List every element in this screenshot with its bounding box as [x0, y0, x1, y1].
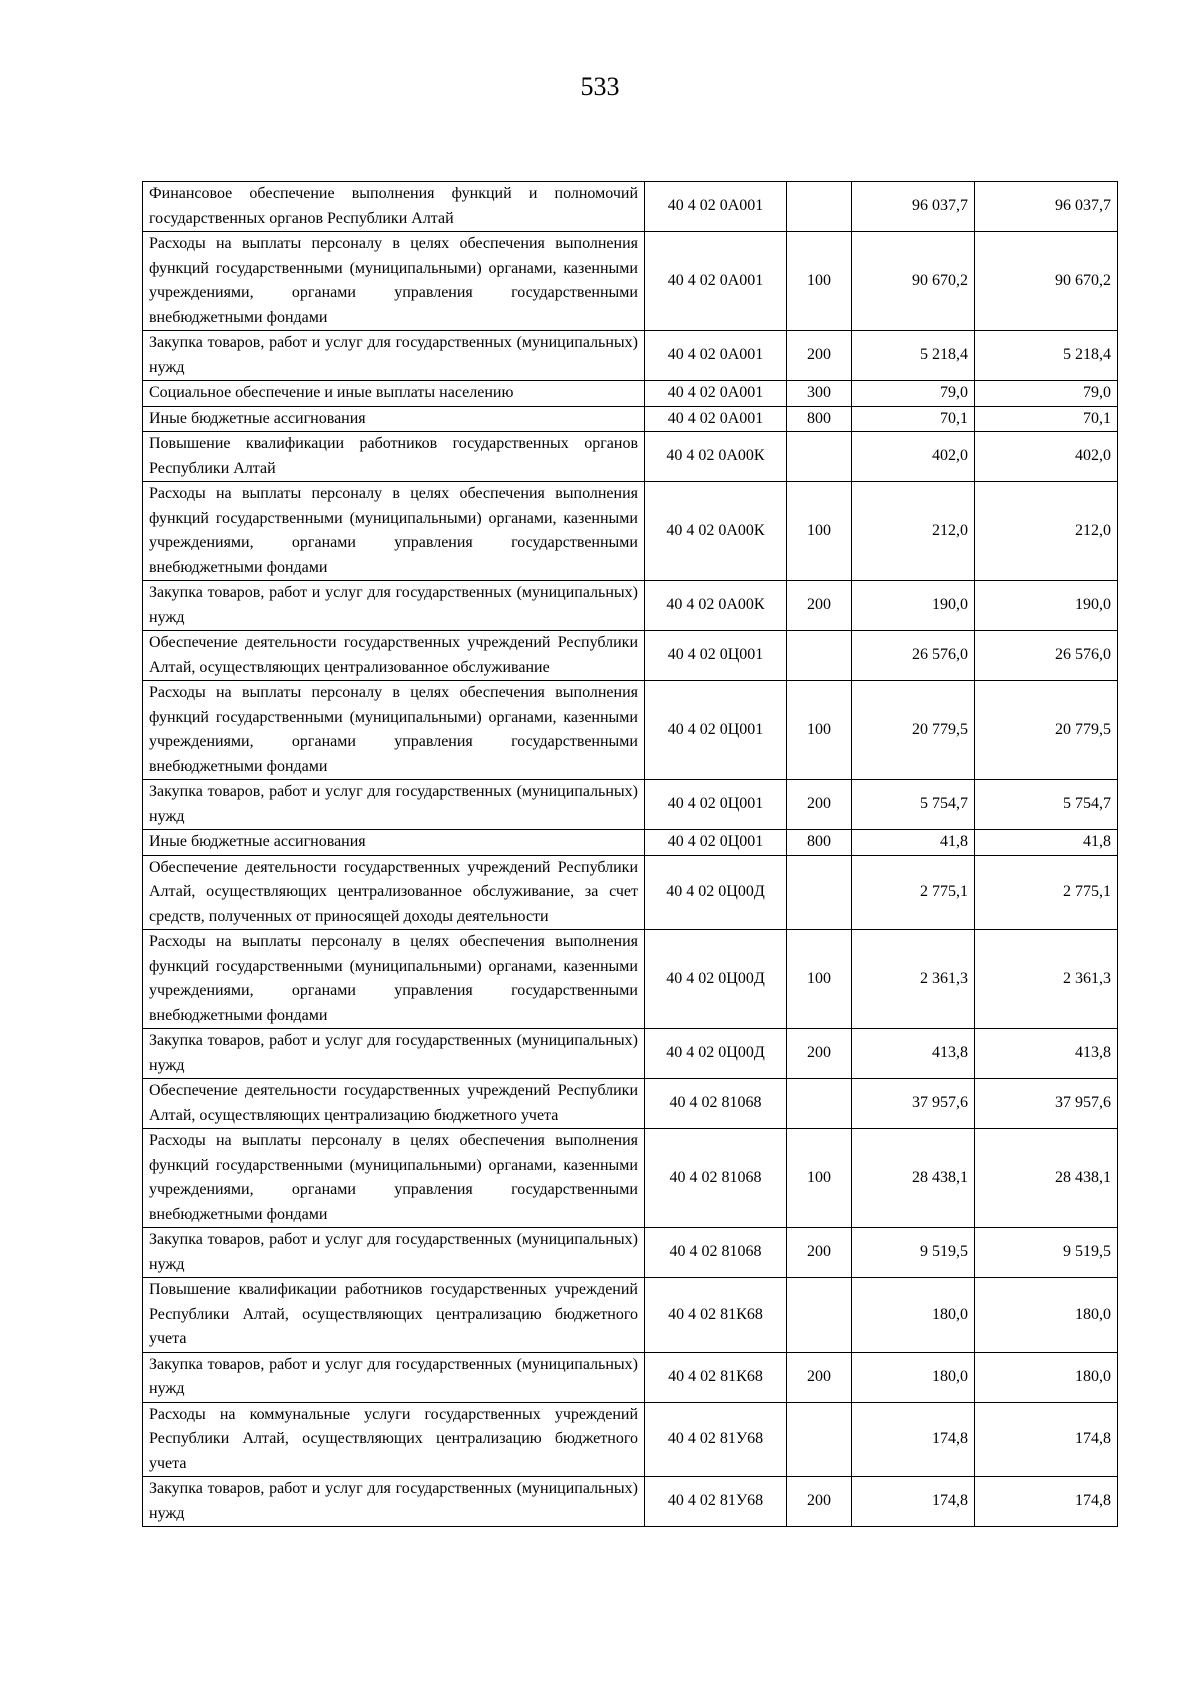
table-row — [143, 432, 1118, 482]
expense-name-cell: Расходы на коммунальные услуги государственных учреждений Республики Алтай, осуществляющих централизацию бюджетного учета — [143, 1402, 645, 1477]
expense-name-cell: Закупка товаров, работ и услуг для государственных (муниципальных) нужд — [143, 780, 645, 830]
amount-year-1-cell: 70,1 — [852, 406, 975, 432]
expense-type-cell — [787, 1402, 852, 1477]
expense-type-cell — [787, 855, 852, 930]
expense-name-cell: Закупка товаров, работ и услуг для государственных (муниципальных) нужд — [143, 1029, 645, 1079]
amount-year-1-cell: 174,8 — [852, 1402, 975, 1477]
target-article-cell: 40 4 02 0А001 — [645, 331, 787, 381]
target-article-cell: 40 4 02 81У68 — [645, 1477, 787, 1527]
target-article-cell: 40 4 02 0Ц001 — [645, 681, 787, 780]
amount-year-2-cell: 180,0 — [975, 1352, 1118, 1402]
amount-year-1-cell: 2 361,3 — [852, 930, 975, 1029]
table-row — [143, 1477, 1118, 1527]
amount-year-1-cell: 180,0 — [852, 1278, 975, 1353]
amount-year-2-cell: 5 218,4 — [975, 331, 1118, 381]
amount-year-2-cell: 174,8 — [975, 1477, 1118, 1527]
expense-name-cell: Социальное обеспечение и иные выплаты населению — [143, 381, 645, 407]
amount-year-1-cell: 180,0 — [852, 1352, 975, 1402]
expense-type-cell — [787, 432, 852, 482]
expense-type-cell: 200 — [787, 581, 852, 631]
amount-year-1-cell: 402,0 — [852, 432, 975, 482]
expense-name-cell: Повышение квалификации работников государственных учреждений Республики Алтай, осуществляющих централизацию бюджетного учета — [143, 1278, 645, 1353]
amount-year-1-cell: 9 519,5 — [852, 1228, 975, 1278]
amount-year-2-cell: 79,0 — [975, 381, 1118, 407]
expense-name-cell: Закупка товаров, работ и услуг для государственных (муниципальных) нужд — [143, 1477, 645, 1527]
amount-year-1-cell: 20 779,5 — [852, 681, 975, 780]
expense-type-cell: 100 — [787, 1129, 852, 1228]
expense-name-cell: Повышение квалификации работников государственных органов Республики Алтай — [143, 432, 645, 482]
expense-type-cell: 100 — [787, 930, 852, 1029]
expense-name-cell: Закупка товаров, работ и услуг для государственных (муниципальных) нужд — [143, 1228, 645, 1278]
target-article-cell: 40 4 02 0А00К — [645, 581, 787, 631]
table-row — [143, 1079, 1118, 1129]
expense-name-cell: Иные бюджетные ассигнования — [143, 830, 645, 856]
expense-type-cell: 200 — [787, 1352, 852, 1402]
expense-type-cell: 100 — [787, 482, 852, 581]
amount-year-2-cell: 20 779,5 — [975, 681, 1118, 780]
amount-year-1-cell: 96 037,7 — [852, 182, 975, 232]
amount-year-1-cell: 37 957,6 — [852, 1079, 975, 1129]
amount-year-2-cell: 96 037,7 — [975, 182, 1118, 232]
amount-year-1-cell: 413,8 — [852, 1029, 975, 1079]
target-article-cell: 40 4 02 0А001 — [645, 232, 787, 331]
amount-year-2-cell: 41,8 — [975, 830, 1118, 856]
amount-year-1-cell: 28 438,1 — [852, 1129, 975, 1228]
amount-year-2-cell: 174,8 — [975, 1402, 1118, 1477]
expense-type-cell: 200 — [787, 780, 852, 830]
expense-name-cell: Расходы на выплаты персоналу в целях обеспечения выполнения функций государственными (муниципальными) органами, казенными учреждениями, органами управления государственными внебюджетными фондами — [143, 482, 645, 581]
table-row — [143, 1129, 1118, 1228]
budget-table-body — [143, 182, 1118, 1527]
amount-year-2-cell: 190,0 — [975, 581, 1118, 631]
target-article-cell: 40 4 02 81068 — [645, 1228, 787, 1278]
amount-year-2-cell: 70,1 — [975, 406, 1118, 432]
amount-year-1-cell: 26 576,0 — [852, 631, 975, 681]
expense-type-cell: 200 — [787, 331, 852, 381]
amount-year-2-cell: 26 576,0 — [975, 631, 1118, 681]
table-row — [143, 406, 1118, 432]
target-article-cell: 40 4 02 0Ц00Д — [645, 930, 787, 1029]
amount-year-1-cell: 174,8 — [852, 1477, 975, 1527]
target-article-cell: 40 4 02 0А001 — [645, 381, 787, 407]
amount-year-1-cell: 5 754,7 — [852, 780, 975, 830]
amount-year-1-cell: 79,0 — [852, 381, 975, 407]
target-article-cell: 40 4 02 81068 — [645, 1079, 787, 1129]
target-article-cell: 40 4 02 0А00К — [645, 432, 787, 482]
amount-year-2-cell: 402,0 — [975, 432, 1118, 482]
target-article-cell: 40 4 02 0Ц001 — [645, 830, 787, 856]
expense-name-cell: Обеспечение деятельности государственных учреждений Республики Алтай, осуществляющих централизацию бюджетного учета — [143, 1079, 645, 1129]
table-row — [143, 930, 1118, 1029]
table-row — [143, 381, 1118, 407]
amount-year-1-cell: 90 670,2 — [852, 232, 975, 331]
expense-name-cell: Расходы на выплаты персоналу в целях обеспечения выполнения функций государственными (муниципальными) органами, казенными учреждениями, органами управления государственными внебюджетными фондами — [143, 232, 645, 331]
expense-name-cell: Закупка товаров, работ и услуг для государственных (муниципальных) нужд — [143, 581, 645, 631]
table-row — [143, 830, 1118, 856]
target-article-cell: 40 4 02 0А001 — [645, 406, 787, 432]
table-row — [143, 681, 1118, 780]
expense-name-cell: Обеспечение деятельности государственных учреждений Республики Алтай, осуществляющих централизованное обслуживание — [143, 631, 645, 681]
expense-type-cell: 100 — [787, 681, 852, 780]
expense-name-cell: Закупка товаров, работ и услуг для государственных (муниципальных) нужд — [143, 1352, 645, 1402]
expense-type-cell: 200 — [787, 1228, 852, 1278]
amount-year-2-cell: 2 361,3 — [975, 930, 1118, 1029]
expense-name-cell: Финансовое обеспечение выполнения функций и полномочий государственных органов Республики Алтай — [143, 182, 645, 232]
amount-year-2-cell: 413,8 — [975, 1029, 1118, 1079]
target-article-cell: 40 4 02 81К68 — [645, 1278, 787, 1353]
expense-type-cell: 200 — [787, 1029, 852, 1079]
expense-name-cell: Расходы на выплаты персоналу в целях обеспечения выполнения функций государственными (муниципальными) органами, казенными учреждениями, органами управления государственными внебюджетными фондами — [143, 681, 645, 780]
expense-name-cell: Расходы на выплаты персоналу в целях обеспечения выполнения функций государственными (муниципальными) органами, казенными учреждениями, органами управления государственными внебюджетными фондами — [143, 1129, 645, 1228]
amount-year-1-cell: 5 218,4 — [852, 331, 975, 381]
expense-type-cell — [787, 631, 852, 681]
expense-type-cell: 800 — [787, 830, 852, 856]
page-number: 533 — [580, 72, 620, 101]
table-row — [143, 182, 1118, 232]
table-row — [143, 780, 1118, 830]
expense-name-cell: Обеспечение деятельности государственных учреждений Республики Алтай, осуществляющих централизованное обслуживание, за счет средств, полученных от приносящей доходы деятельности — [143, 855, 645, 930]
amount-year-2-cell: 28 438,1 — [975, 1129, 1118, 1228]
table-row — [143, 232, 1118, 331]
amount-year-2-cell: 2 775,1 — [975, 855, 1118, 930]
amount-year-1-cell: 41,8 — [852, 830, 975, 856]
amount-year-2-cell: 180,0 — [975, 1278, 1118, 1353]
amount-year-2-cell: 5 754,7 — [975, 780, 1118, 830]
amount-year-2-cell: 9 519,5 — [975, 1228, 1118, 1278]
table-row — [143, 1352, 1118, 1402]
amount-year-2-cell: 212,0 — [975, 482, 1118, 581]
amount-year-2-cell: 37 957,6 — [975, 1079, 1118, 1129]
expense-type-cell: 800 — [787, 406, 852, 432]
table-row — [143, 1402, 1118, 1477]
amount-year-1-cell: 190,0 — [852, 581, 975, 631]
amount-year-1-cell: 212,0 — [852, 482, 975, 581]
target-article-cell: 40 4 02 81У68 — [645, 1402, 787, 1477]
expense-name-cell: Расходы на выплаты персоналу в целях обеспечения выполнения функций государственными (муниципальными) органами, казенными учреждениями, органами управления государственными внебюджетными фондами — [143, 930, 645, 1029]
table-row — [143, 1029, 1118, 1079]
target-article-cell: 40 4 02 0Ц00Д — [645, 1029, 787, 1079]
table-row — [143, 482, 1118, 581]
expense-type-cell: 300 — [787, 381, 852, 407]
table-row — [143, 631, 1118, 681]
target-article-cell: 40 4 02 81К68 — [645, 1352, 787, 1402]
target-article-cell: 40 4 02 81068 — [645, 1129, 787, 1228]
target-article-cell: 40 4 02 0Ц001 — [645, 780, 787, 830]
target-article-cell: 40 4 02 0Ц001 — [645, 631, 787, 681]
expense-name-cell: Закупка товаров, работ и услуг для государственных (муниципальных) нужд — [143, 331, 645, 381]
budget-table — [142, 181, 1118, 1527]
table-row — [143, 331, 1118, 381]
target-article-cell: 40 4 02 0А00К — [645, 482, 787, 581]
expense-type-cell: 200 — [787, 1477, 852, 1527]
table-row — [143, 581, 1118, 631]
table-row — [143, 855, 1118, 930]
expense-type-cell — [787, 182, 852, 232]
target-article-cell: 40 4 02 0Ц00Д — [645, 855, 787, 930]
table-row — [143, 1228, 1118, 1278]
expense-type-cell — [787, 1278, 852, 1353]
expense-name-cell: Иные бюджетные ассигнования — [143, 406, 645, 432]
expense-type-cell: 100 — [787, 232, 852, 331]
amount-year-1-cell: 2 775,1 — [852, 855, 975, 930]
expense-type-cell — [787, 1079, 852, 1129]
target-article-cell: 40 4 02 0А001 — [645, 182, 787, 232]
amount-year-2-cell: 90 670,2 — [975, 232, 1118, 331]
table-row — [143, 1278, 1118, 1353]
